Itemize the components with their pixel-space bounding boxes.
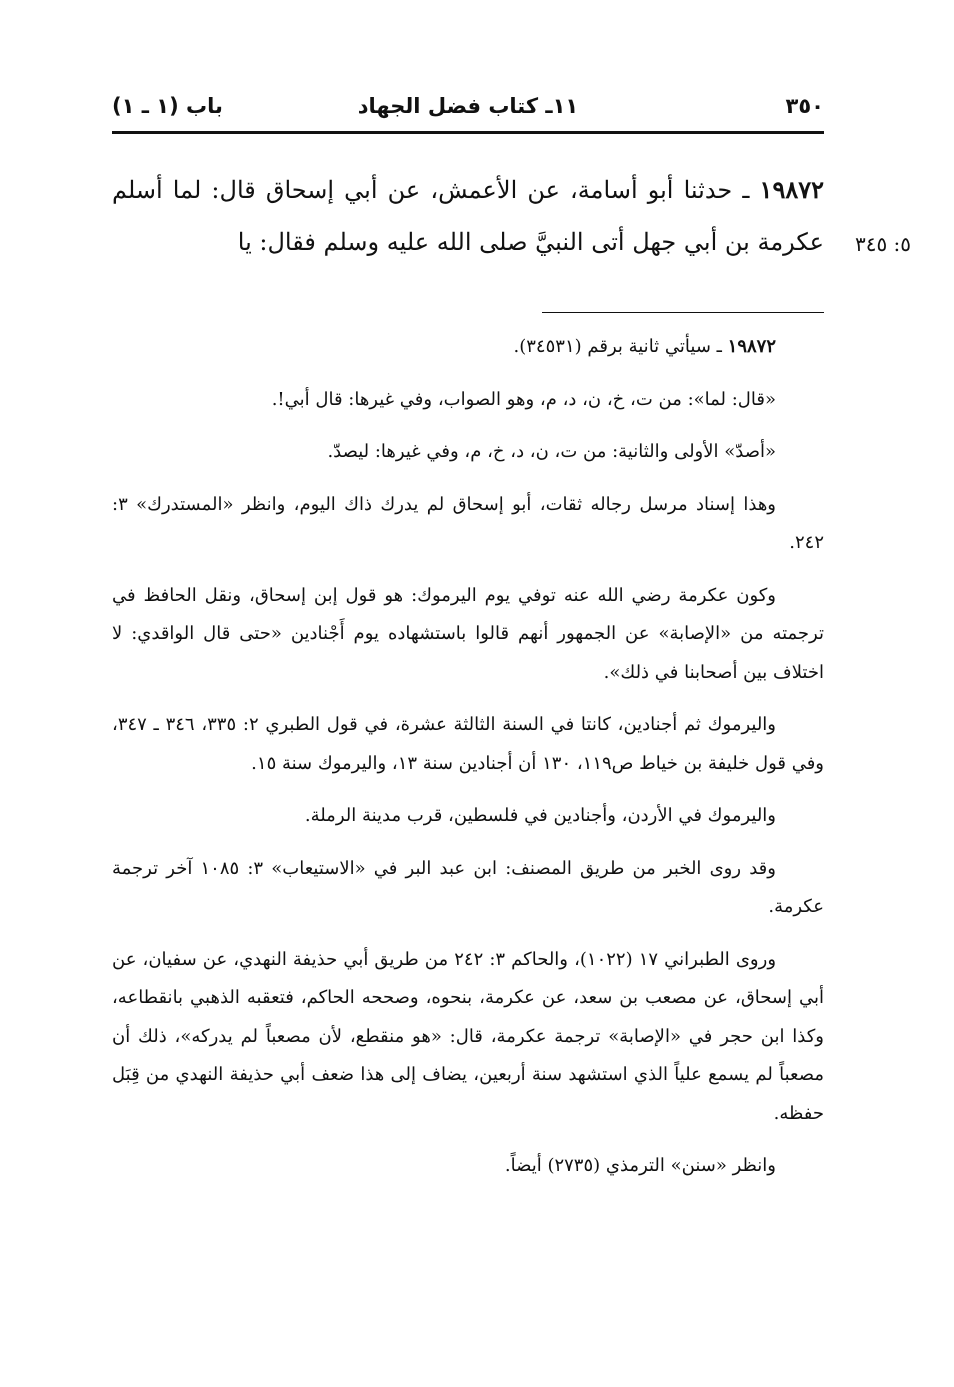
section-label: باب (١ ـ ١) bbox=[112, 94, 223, 118]
header-rule bbox=[112, 131, 824, 134]
page-header bbox=[112, 88, 824, 128]
footnote-paragraph: واليرموك ثم أجنادين، كانتا في السنة الثالثة عشرة، في قول الطبري ٢: ٣٣٥، ٣٤٦ ـ ٣٤٧، وفي قول خليفة بن خياط ص١١٩، ١٣٠ أن أجنادين سنة ١٣، واليرموك سنة ١٥. bbox=[112, 714, 824, 774]
chapter-title: ١١ـ كتاب فضل الجهاد bbox=[357, 94, 579, 118]
hadith-text bbox=[112, 164, 824, 268]
footnote-paragraph: «قال: لما»: من ت، خ، ن، د، م، وهو الصواب، وفي غيرها: قال أبي!. bbox=[271, 388, 776, 410]
hadith-body: ـ حدثنا أبو أسامة، عن الأعمش، عن أبي إسحاق قال: لما أسلم عكرمة بن أبي جهل أتى النبيَّ صلى الله عليه وسلم فقال: يا bbox=[112, 176, 824, 256]
footnotes bbox=[112, 328, 824, 1200]
footnote-text: ـ سيأتي ثانية برقم (٣٤٥٣١). bbox=[513, 336, 722, 357]
page-number: ٣٥٠ bbox=[785, 94, 824, 118]
footnote-paragraph: «أصدّ» الأولى والثانية: من ت، ن، د، خ، م، وفي غيرها: ليصدّ. bbox=[327, 441, 776, 462]
footnote-paragraph bbox=[112, 328, 824, 367]
footnote-paragraph: وقد روى الخبر من طريق المصنف: ابن عبد البر في «الاستيعاب» ٣: ١٠٨٥ آخر ترجمة عكرمة. bbox=[112, 857, 824, 917]
footnote-paragraph: وانظر «سنن» الترمذي (٢٧٣٥) أيضاً. bbox=[504, 1155, 776, 1176]
footnote-paragraph: وهذا إسناد مرسل رجاله ثقات، أبو إسحاق لم يدرك ذاك اليوم، وانظر «المستدرك» ٣: ٢٤٢. bbox=[112, 493, 824, 553]
footnote-number: ١٩٨٧٢ bbox=[727, 336, 776, 357]
margin-reference: ٥: ٣٤٥ bbox=[854, 232, 912, 256]
footnote-paragraph: وكون عكرمة رضي الله عنه توفي يوم اليرموك: هو قول إبن إسحاق، ونقل الحافظ في ترجمته من «الإصابة» عن الجمهور أنهم قالوا باستشهاده يوم أَجْنادين «حتى قال الواقدي: لا اختلاف بين أصحابنا في ذلك». bbox=[112, 584, 824, 683]
footnote-rule bbox=[542, 312, 824, 313]
footnote-paragraph: وروى الطبراني ١٧ (١٠٢٢)، والحاكم ٣: ٢٤٢ من طريق أبي حذيفة النهدي، عن سفيان، عن أبي إسحاق، عن مصعب بن سعد، عن عكرمة، بنحوه، وصححه الحاكم، فتعقبه الذهبي بانقطاعه، وكذا ابن حجر في «الإصابة» ترجمة عكرمة، قال: «هو منقطع، لأن مصعباً لم يدركه»، ذلك أن مصعباً لم يسمع علياً الذي استشهد سنة أربعين، يضاف إلى هذا ضعف أبي حذيفة النهدي من قِبَل حفظه. bbox=[112, 948, 824, 1124]
hadith-number: ١٩٨٧٢ bbox=[759, 175, 824, 204]
footnote-paragraph: واليرموك في الأردن، وأجنادين في فلسطين، قرب مدينة الرملة. bbox=[304, 805, 776, 826]
